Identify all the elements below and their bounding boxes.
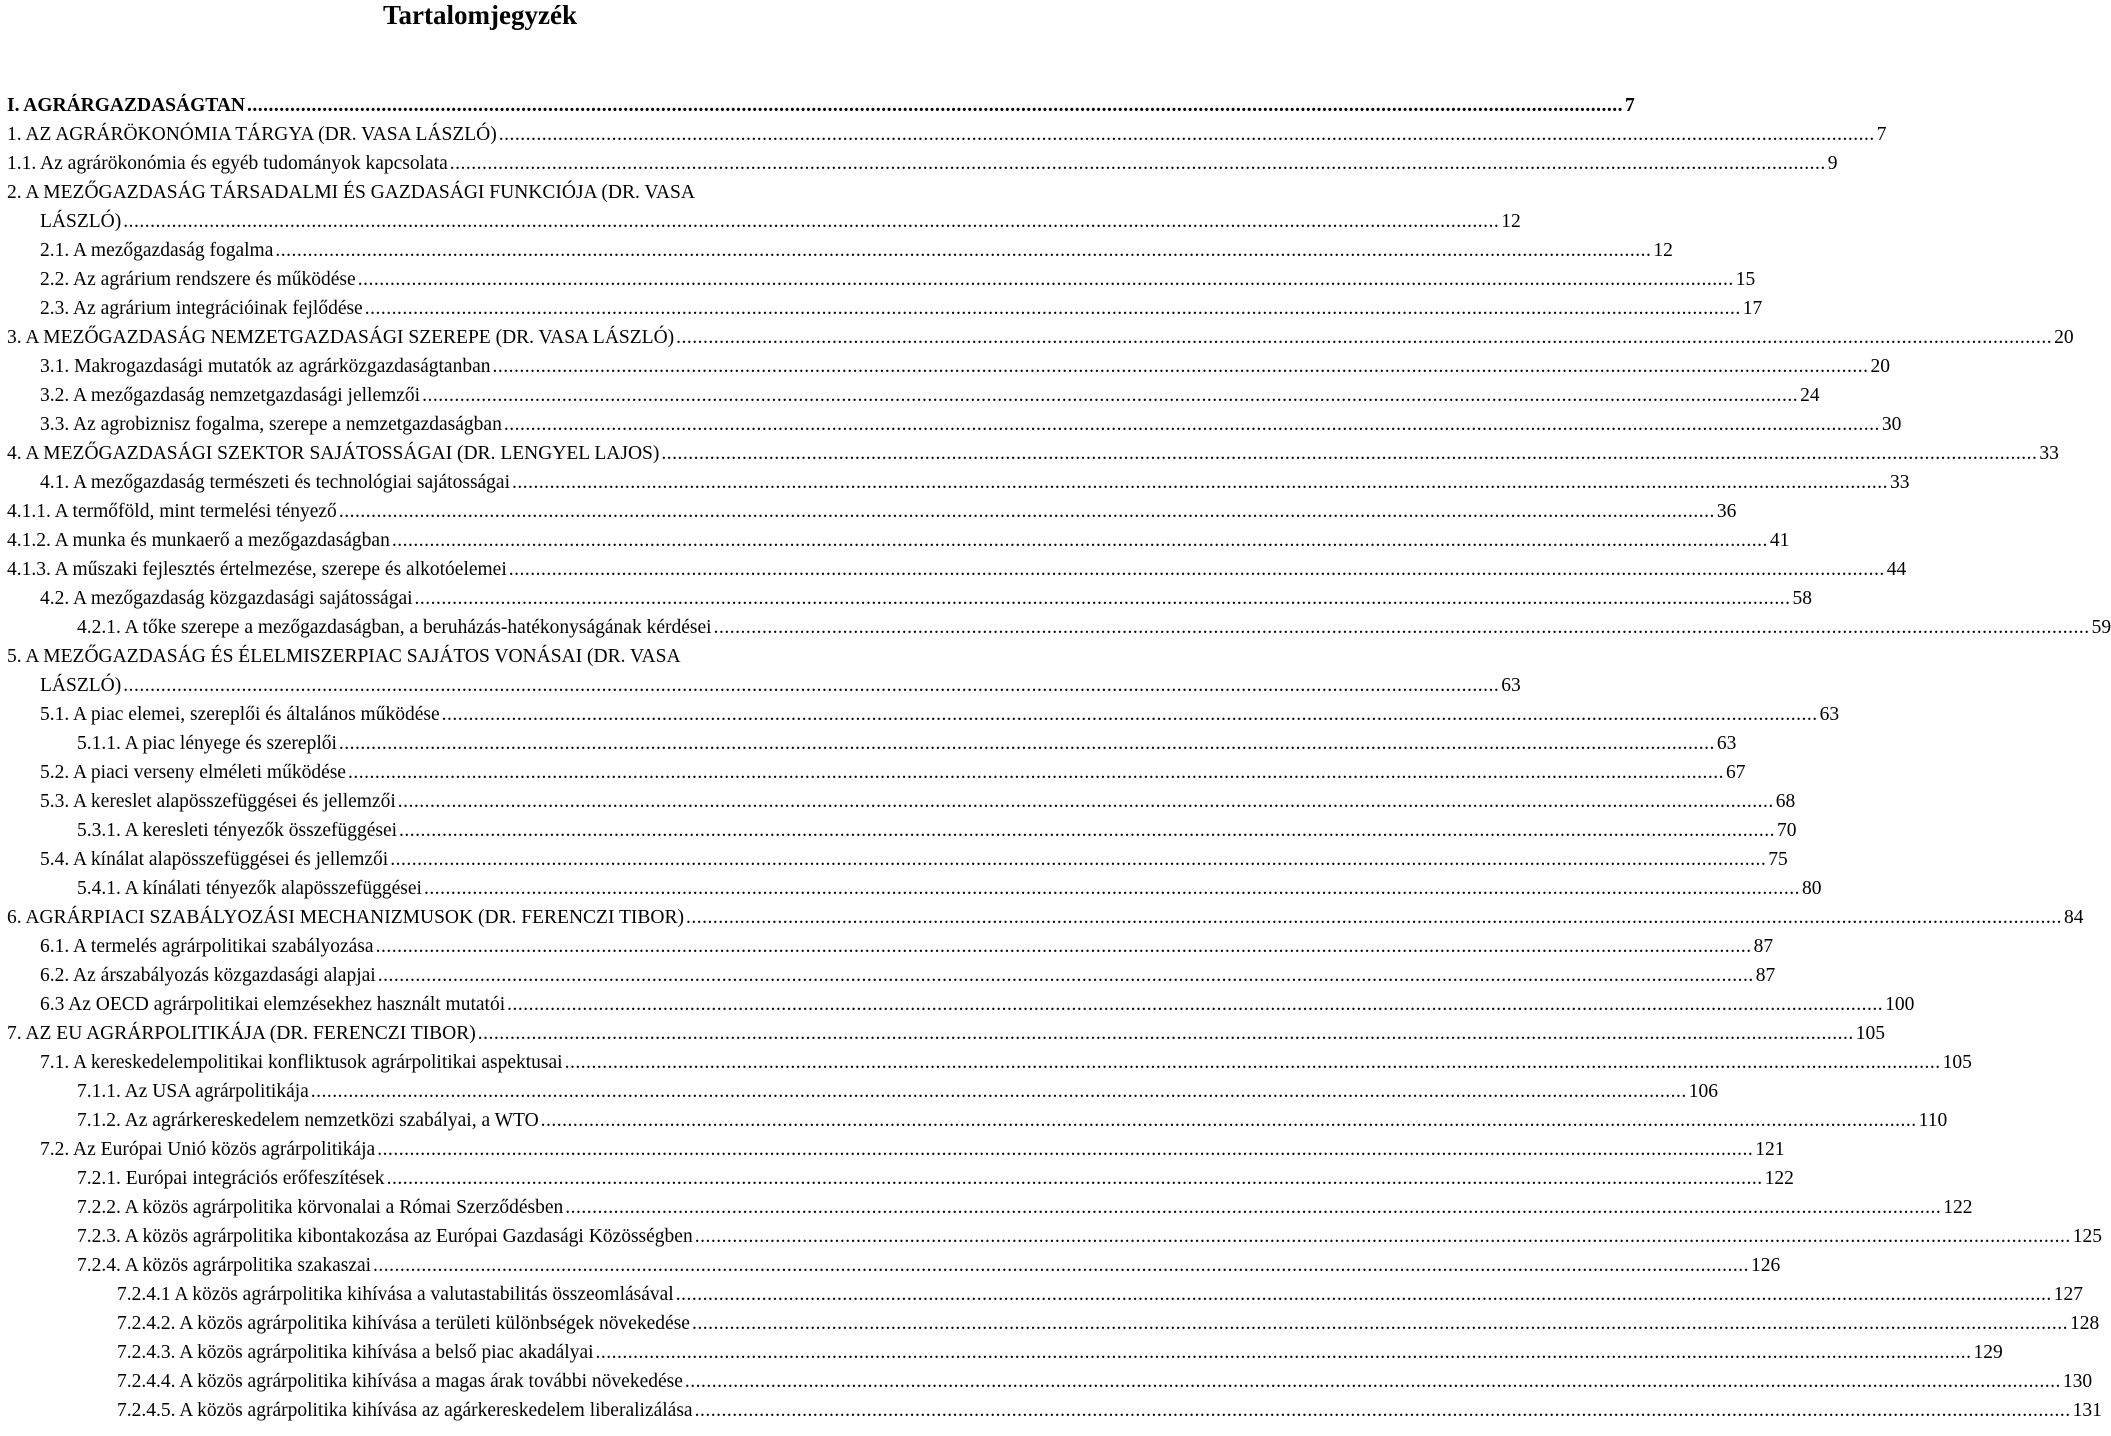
toc-entry[interactable] [7,146,1838,175]
toc-entry[interactable] [7,958,1776,987]
toc-entry-page: 63 [1819,704,1840,725]
toc-entry[interactable] [7,784,1796,813]
toc-entry-title: LÁSZLÓ) [40,675,122,696]
toc-entry[interactable] [7,407,1902,436]
toc-entry-page: 67 [1725,762,1746,783]
toc-entry[interactable] [7,900,2084,929]
dot-leader [565,1197,1941,1219]
toc-entry[interactable] [7,1045,1972,1074]
toc-entry[interactable] [7,204,1521,233]
toc-entry[interactable] [7,349,1890,378]
dot-leader [565,1052,1941,1074]
toc-entry-title: 4.1.3. A műszaki fejlesztés értelmezése, szerepe és alkotóelemei [7,559,507,580]
dot-leader [686,907,2062,929]
toc-entry-page: 59 [2091,617,2111,638]
toc-entry-title: 4.1. A mezőgazdaság természeti és technológiai sajátosságai [40,472,511,493]
toc-entry[interactable] [7,233,1673,262]
toc-entry-title: 7.2.4.3. A közös agrárpolitika kihívása a belső piac akadályai [117,1342,594,1363]
toc-entry-page: 80 [1801,878,1822,899]
toc-entry-page: 122 [1943,1197,1973,1218]
toc-entry-page: 110 [1918,1110,1948,1131]
toc-entry-page: 106 [1688,1081,1719,1102]
toc-entry-title: 6.3 Az OECD agrárpolitikai elemzésekhez használt mutatói [40,994,506,1015]
toc-entry-title: 4.1.1. A termőföld, mint termelési tényező [7,501,337,522]
toc-entry-page: 128 [2069,1313,2100,1334]
toc-entry[interactable] [7,813,1797,842]
toc-entry-title: 7.1.1. Az USA agrárpolitikája [77,1081,309,1102]
toc-entry-title: 7.2.4.4. A közös agrárpolitika kihívása a magas árak további növekedése [117,1371,683,1392]
toc-entry-title: 3. A MEZŐGAZDASÁG NEMZETGAZDASÁGI SZEREPE (DR. VASA LÁSZLÓ) [7,327,675,348]
toc-entry[interactable] [7,262,1756,291]
toc-entry[interactable] [7,436,2059,465]
toc-entry-title: 1.1. Az agrárökonómia és egyéb tudományok kapcsolata [7,153,448,174]
dot-leader [661,443,2037,465]
toc-entry[interactable] [7,755,1746,784]
dot-leader [247,95,1623,117]
toc-entry-page: 20 [1870,356,1890,377]
toc-entry-page: 130 [2062,1371,2093,1392]
toc-entry-title: 4. A MEZŐGAZDASÁGI SZEKTOR SAJÁTOSSÁGAI (DR. LENGYEL LAJOS) [7,443,660,464]
dot-leader [676,1284,2052,1306]
toc-entry[interactable] [7,697,1840,726]
toc-entry-title: LÁSZLÓ) [40,211,122,232]
toc-entry[interactable] [7,668,1521,697]
toc-entry[interactable] [7,1132,1785,1161]
toc-entry-title: 5.1.1. A piac lényege és szereplői [77,733,337,754]
toc-entry-page: 87 [1755,965,1776,986]
toc-entry-page: 44 [1886,559,1907,580]
dot-leader [365,298,1741,320]
toc-entry[interactable] [7,320,2074,349]
dot-leader [442,704,1818,726]
toc-entry-page: 84 [2063,907,2084,928]
toc-entry[interactable] [7,1190,1973,1219]
toc-entry[interactable] [7,987,1915,1016]
toc-entry-title: 7.1.2. Az agrárkereskedelem nemzetközi szabályai, a WTO [77,1110,539,1131]
toc-entry[interactable] [7,1161,1794,1190]
toc-entry-page: 131 [2072,1400,2102,1421]
toc-entry-title: 1. AZ AGRÁRÖKONÓMIA TÁRGYA (DR. VASA LÁSZLÓ) [7,124,497,145]
toc-entry-title: I. AGRÁRGAZDASÁGTAN [7,95,245,116]
dot-leader [695,1400,2071,1422]
toc-entry-title: 4.2. A mezőgazdaság közgazdasági sajátosságai [40,588,413,609]
toc-entry-title: 7.2.4.2. A közös agrárpolitika kihívása a területi különbségek növekedése [117,1313,690,1334]
toc-entry[interactable] [7,1074,1719,1103]
toc-entry[interactable] [7,291,1763,320]
toc-entry-title: 5.4.1. A kínálati tényezők alapösszefüggései [77,878,422,899]
toc-entry[interactable] [7,494,1737,523]
dot-leader [509,559,1885,581]
dot-leader [415,588,1791,610]
toc-entry-page: 105 [1855,1023,1885,1044]
toc-entry-page: 105 [1942,1052,1972,1073]
toc-entry[interactable] [7,1016,1885,1045]
toc-entry-page: 126 [1751,1255,1781,1276]
toc-entry[interactable] [7,1277,2083,1306]
toc-entry-title: 6. AGRÁRPIACI SZABÁLYOZÁSI MECHANIZMUSOK (DR. FERENCZI TIBOR) [7,907,684,928]
toc-entry-title: 7.2.4.5. A közös agrárpolitika kihívása az agárkereskedelem liberalizálása [117,1400,693,1421]
toc-entry-page: 70 [1777,820,1797,841]
toc-entry-title: 6.2. Az árszabályozás közgazdasági alapjai [40,965,376,986]
toc-entry[interactable] [7,552,1907,581]
toc-entry-page: 36 [1716,501,1737,522]
dot-leader [596,1342,1972,1364]
toc-entry-page: 7 [1625,95,1635,116]
toc-entry-title: 7.2.1. Európai integrációs erőfeszítések [77,1168,385,1189]
dot-leader [376,936,1752,958]
toc-entry[interactable] [7,88,1635,117]
dot-leader [499,124,1875,146]
toc-entry-title: 5.1. A piac elemei, szereplői és általános működése [40,704,440,725]
dot-leader [378,965,1754,987]
toc-entry-page: 12 [1653,240,1673,261]
toc-entry-page: 121 [1755,1139,1785,1160]
dot-leader [348,762,1724,784]
toc-entry-title: 7. AZ EU AGRÁRPOLITIKÁJA (DR. FERENCZI TIBOR) [7,1023,476,1044]
toc-entry-page: 33 [2039,443,2059,464]
toc-entry-title: 3.1. Makrogazdasági mutatók az agrárközgazdaságtanban [40,356,491,377]
dot-leader [714,617,2090,639]
dot-leader [339,733,1715,755]
dot-leader [392,530,1768,552]
dot-leader [512,472,1888,494]
toc-entry-title: 5.3. A kereslet alapösszefüggései és jellemzői [40,791,396,812]
toc-entry-page: 41 [1769,530,1790,551]
toc-entry-title: 2.1. A mezőgazdaság fogalma [40,240,274,261]
toc-entry[interactable] [7,523,1790,552]
toc-entry-page: 63 [1501,675,1521,696]
toc-entry-title: 3.2. A mezőgazdaság nemzetgazdasági jellemzői [40,385,421,406]
dot-leader [377,1139,1753,1161]
toc-entry[interactable] [7,726,1737,755]
dot-leader [339,501,1715,523]
dot-leader [478,1023,1854,1045]
toc-entry-title: 7.2.4. A közös agrárpolitika szakaszai [77,1255,372,1276]
toc-entry-page: 122 [1764,1168,1794,1189]
toc-entry-title: 7.1. A kereskedelempolitikai konfliktusok agrárpolitikai aspektusai [40,1052,563,1073]
toc-entry[interactable] [7,581,1813,610]
toc-entry-page: 24 [1800,385,1820,406]
dot-leader [504,414,1880,436]
toc-entry-title: 7.2. Az Európai Unió közös agrárpolitikája [40,1139,376,1160]
table-of-contents [7,88,2111,1422]
dot-leader [399,820,1775,842]
toc-entry[interactable] [7,610,2111,639]
toc-entry-page: 33 [1890,472,1910,493]
toc-entry-title: 6.1. A termelés agrárpolitikai szabályozása [40,936,374,957]
toc-entry-page: 9 [1827,153,1838,174]
toc-entry[interactable] [7,1335,2003,1364]
dot-leader [390,849,1766,871]
toc-entry-page: 7 [1876,124,1887,145]
toc-entry[interactable] [7,1393,2102,1422]
toc-entry[interactable] [7,842,1788,871]
toc-entry-title: 7.2.3. A közös agrárpolitika kibontakozása az Európai Gazdasági Közösségben [77,1226,693,1247]
toc-entry[interactable] [7,1306,2100,1335]
toc-entry-page: 127 [2053,1284,2083,1305]
toc-entry-page: 15 [1735,269,1756,290]
toc-entry-title: 7.2.2. A közös agrárpolitika körvonalai a Római Szerződésben [77,1197,564,1218]
toc-entry-page: 68 [1775,791,1796,812]
dot-leader [541,1110,1917,1132]
toc-entry-title: 7.2.4.1 A közös agrárpolitika kihívása a valutastabilitás összeomlásával [117,1284,674,1305]
dot-leader [275,240,1651,262]
toc-entry[interactable] [7,175,964,204]
toc-entry-page: 125 [2072,1226,2102,1247]
dot-leader [387,1168,1763,1190]
toc-entry-title: 2.3. Az agrárium integrációinak fejlődése [40,298,363,319]
toc-entry-title: 4.2.1. A tőke szerepe a mezőgazdaságban, a beruházás-hatékonyságának kérdései [77,617,712,638]
toc-entry-page: 20 [2054,327,2074,348]
dot-leader [492,356,1868,378]
toc-entry-page: 12 [1501,211,1521,232]
dot-leader [676,327,2052,349]
toc-entry-page: 63 [1716,733,1737,754]
toc-entry-title: 3.3. Az agrobiznisz fogalma, szerepe a nemzetgazdaságban [40,414,502,435]
dot-leader [424,878,1800,900]
toc-entry-title: 2.2. Az agrárium rendszere és működése [40,269,356,290]
toc-entry-page: 100 [1885,994,1915,1015]
toc-entry-title: 5.2. A piaci verseny elméleti működése [40,762,346,783]
dot-leader [422,385,1798,407]
dot-leader [311,1081,1687,1103]
page-title: Tartalomjegyzék [383,0,577,30]
dot-leader [373,1255,1749,1277]
toc-entry[interactable] [7,465,1910,494]
toc-entry-page: 30 [1881,414,1902,435]
toc-entry-title: 5.3.1. A keresleti tényezők összefüggései [77,820,398,841]
toc-entry[interactable] [7,1364,2093,1393]
dot-leader [123,211,1499,233]
dot-leader [692,1313,2068,1335]
toc-entry-page: 129 [1973,1342,2003,1363]
toc-entry-title: 5. A MEZŐGAZDASÁG ÉS ÉLELMISZERPIAC SAJÁTOS VONÁSAI (DR. VASA [7,646,681,667]
toc-entry-page: 87 [1753,936,1774,957]
toc-entry[interactable] [7,1219,2102,1248]
toc-entry-title: 4.1.2. A munka és munkaerő a mezőgazdaságban [7,530,390,551]
dot-leader [398,791,1774,813]
toc-entry[interactable] [7,378,1820,407]
toc-entry-page: 75 [1768,849,1788,870]
toc-entry-title: 5.4. A kínálat alapösszefüggései és jellemzői [40,849,389,870]
toc-entry-page: 58 [1792,588,1813,609]
toc-entry-title: 2. A MEZŐGAZDASÁG TÁRSADALMI ÉS GAZDASÁGI FUNKCIÓJA (DR. VASA [7,182,695,203]
toc-entry-page: 17 [1742,298,1763,319]
dot-leader [358,269,1734,291]
toc-entry[interactable] [7,639,964,668]
dot-leader [450,153,1826,175]
toc-entry[interactable] [7,117,1887,146]
toc-entry[interactable] [7,871,1822,900]
dot-leader [685,1371,2061,1393]
toc-entry[interactable] [7,1248,1781,1277]
dot-leader [507,994,1883,1016]
toc-entry[interactable] [7,1103,1948,1132]
dot-leader [123,675,1499,697]
toc-entry[interactable] [7,929,1774,958]
dot-leader [695,1226,2071,1248]
